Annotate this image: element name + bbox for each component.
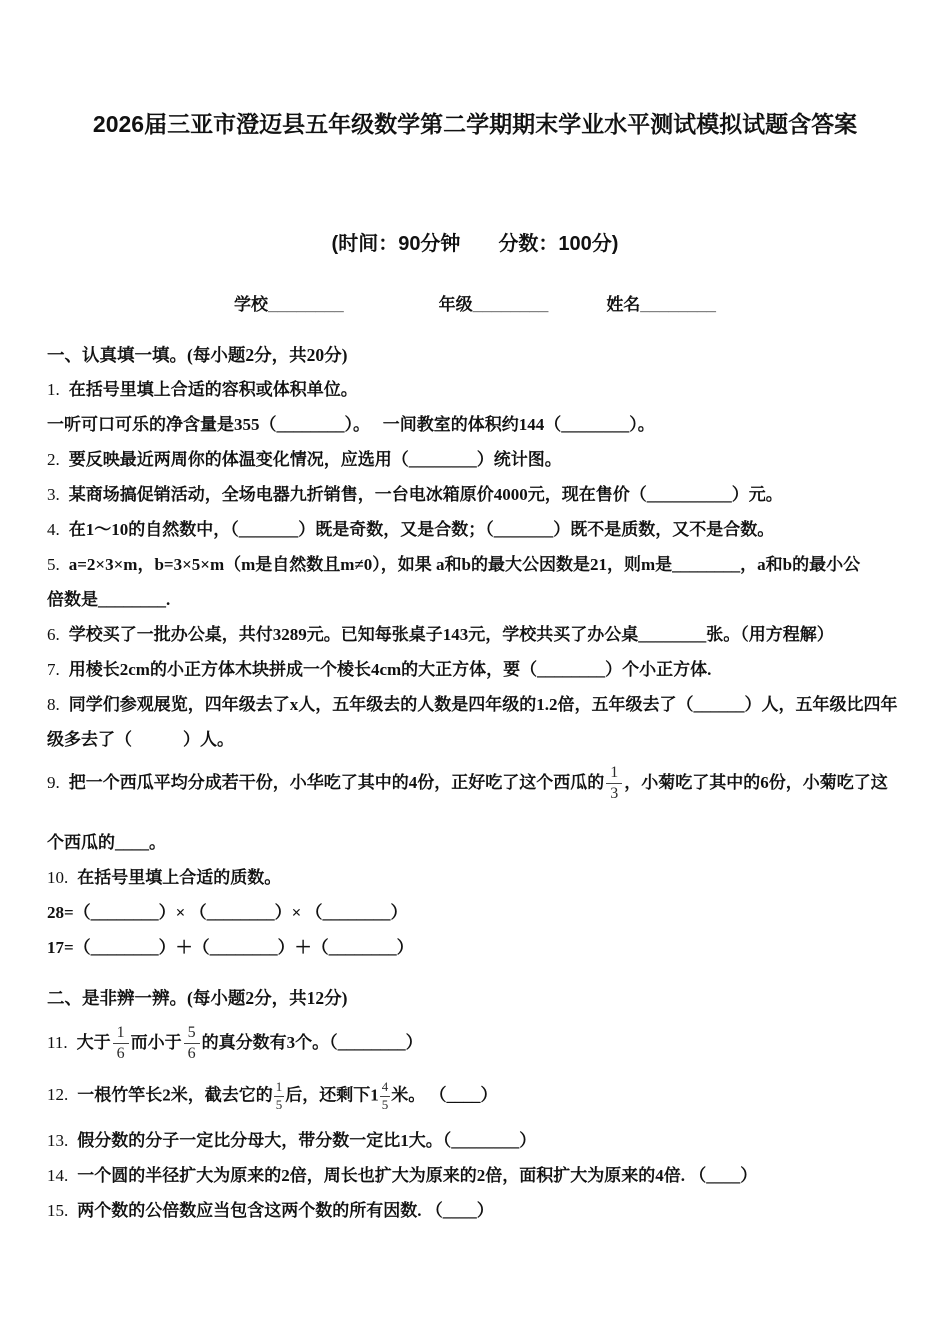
question-7-text: 用棱长2cm的小正方体木块拼成一个棱长4cm的大正方体，要（________）个小正方体.: [68, 660, 712, 679]
fraction-denominator: 5: [381, 1096, 389, 1112]
question-1-number: 1.: [47, 380, 60, 399]
question-6: [47, 624, 903, 646]
question-2: [47, 449, 903, 471]
question-4-number: 4.: [47, 520, 60, 539]
fraction-numerator: 1: [606, 764, 622, 784]
fraction-denominator: 5: [275, 1096, 283, 1112]
question-8-number: 8.: [47, 695, 60, 714]
question-4: [47, 519, 903, 541]
question-3-text: 某商场搞促销活动，全场电器九折销售，一台电冰箱原价4000元，现在售价（__________）元。: [68, 485, 783, 504]
question-12-number: 12.: [47, 1084, 69, 1104]
question-11-number: 11.: [47, 1032, 68, 1052]
question-14-text: 一个圆的半径扩大为原来的2倍，周长也扩大为原来的2倍，面积扩大为原来的4倍. （____）: [77, 1166, 758, 1186]
question-7-number: 7.: [47, 660, 60, 679]
name-blank-field: 姓名________: [606, 295, 716, 314]
student-info-line: [47, 294, 903, 316]
question-4-text: 在1～10的自然数中，（_______）既是奇数，又是合数；（_______）既不是质数，又不是合数。: [68, 520, 775, 539]
question-8-continuation: 级多去了（ ）人。: [47, 730, 234, 749]
grade-blank-field: 年级________: [438, 295, 549, 314]
fraction-numerator: 1: [274, 1080, 285, 1097]
question-9: [47, 764, 903, 804]
question-12: [47, 1080, 903, 1113]
question-2-number: 2.: [47, 450, 60, 469]
question-5-text: a=2×3×m，b=3×5×m（m是自然数且m≠0），如果 a和b的最大公因数是21，则m是________，a和b的最小公: [68, 555, 861, 574]
question-7: [47, 659, 903, 681]
page-title: 2026届三亚市澄迈县五年级数学第二学期期末学业水平测试模拟试题含答案: [92, 111, 858, 137]
question-1-text: 在括号里填上合适的容积或体积单位。: [68, 380, 358, 399]
question-15: [47, 1200, 903, 1222]
fraction-denominator: 3: [610, 785, 619, 803]
question-6-number: 6.: [47, 625, 60, 644]
question-11-text-part1: 大于: [76, 1032, 111, 1052]
question-11-text-part3: 的真分数有3个。（________）: [201, 1032, 423, 1052]
question-8-text: 同学们参观展览，四年级去了x人，五年级去的人数是四年级的1.2倍，五年级去了（______）人，五年级比四年: [68, 695, 898, 714]
question-5-number: 5.: [47, 555, 60, 574]
fraction-one-fifth: [274, 1080, 285, 1113]
fraction-five-sixths: [184, 1024, 200, 1064]
question-3-number: 3.: [47, 485, 60, 504]
question-13-text: 假分数的分子一定比分母大，带分数一定比1大。（________）: [77, 1131, 537, 1151]
question-9-continuation: 个西瓜的____。: [47, 832, 166, 852]
fraction-numerator: 4: [380, 1080, 391, 1097]
question-1: [47, 379, 903, 401]
question-5: [47, 554, 903, 576]
question-15-number: 15.: [47, 1201, 69, 1221]
question-5-continuation: 倍数是________.: [47, 590, 171, 609]
fraction-denominator: 6: [187, 1045, 196, 1063]
question-13: [47, 1130, 903, 1152]
time-label: (时间：90分钟: [331, 233, 461, 255]
question-11-text-part2: 而小于: [130, 1032, 182, 1052]
question-13-number: 13.: [47, 1131, 69, 1151]
question-2-text: 要反映最近两周你的体温变化情况，应选用（________）统计图。: [68, 450, 562, 469]
question-10-equation-17: 17=（________）＋（________）＋（________）: [47, 937, 414, 957]
question-10-number: 10.: [47, 867, 69, 887]
school-blank-field: 学校________: [234, 295, 344, 314]
fraction-numerator: 1: [113, 1024, 129, 1044]
question-14: [47, 1165, 903, 1187]
fraction-one-sixth: [113, 1024, 129, 1064]
question-1-blanks-line: 一听可口可乐的净含量是355（________）。 一间教室的体积约144（________）。: [47, 415, 655, 434]
question-10: [47, 867, 903, 889]
question-15-text: 两个数的公倍数应当包含这两个数的所有因数. （____）: [77, 1201, 494, 1221]
question-6-text: 学校买了一批办公桌，共付3289元。已知每张桌子143元，学校共买了办公桌________张。（用方程解）: [68, 625, 834, 644]
question-12-text-part1: 一根竹竿长2米，截去它的: [77, 1084, 273, 1104]
question-14-number: 14.: [47, 1166, 69, 1186]
question-11: [47, 1024, 903, 1064]
question-9-text-part2: ，小菊吃了其中的6份，小菊吃了这: [624, 772, 888, 792]
question-9-number: 9.: [47, 772, 60, 792]
question-12-text-part2: 后，还剩下1: [285, 1084, 379, 1104]
fraction-one-third: [606, 764, 622, 804]
question-12-text-part3: 米。 （____）: [391, 1084, 498, 1104]
fraction-numerator: 5: [184, 1024, 200, 1044]
question-8: [47, 694, 903, 716]
fraction-denominator: 6: [116, 1045, 125, 1063]
section1-heading: 一、认真填一填。(每小题2分，共20分): [47, 345, 348, 365]
exam-meta-line: [47, 231, 903, 257]
score-label: 分数：100分): [498, 233, 619, 255]
question-10-equation-28: 28=（________）× （________）× （________）: [47, 902, 408, 922]
fraction-four-fifths: [380, 1080, 391, 1113]
question-9-text-part1: 把一个西瓜平均分成若干份，小华吃了其中的4份，正好吃了这个西瓜的: [68, 772, 605, 792]
question-3: [47, 484, 903, 506]
question-10-text: 在括号里填上合适的质数。: [77, 867, 282, 887]
section2-heading: 二、是非辨一辨。(每小题2分，共12分): [47, 987, 348, 1008]
